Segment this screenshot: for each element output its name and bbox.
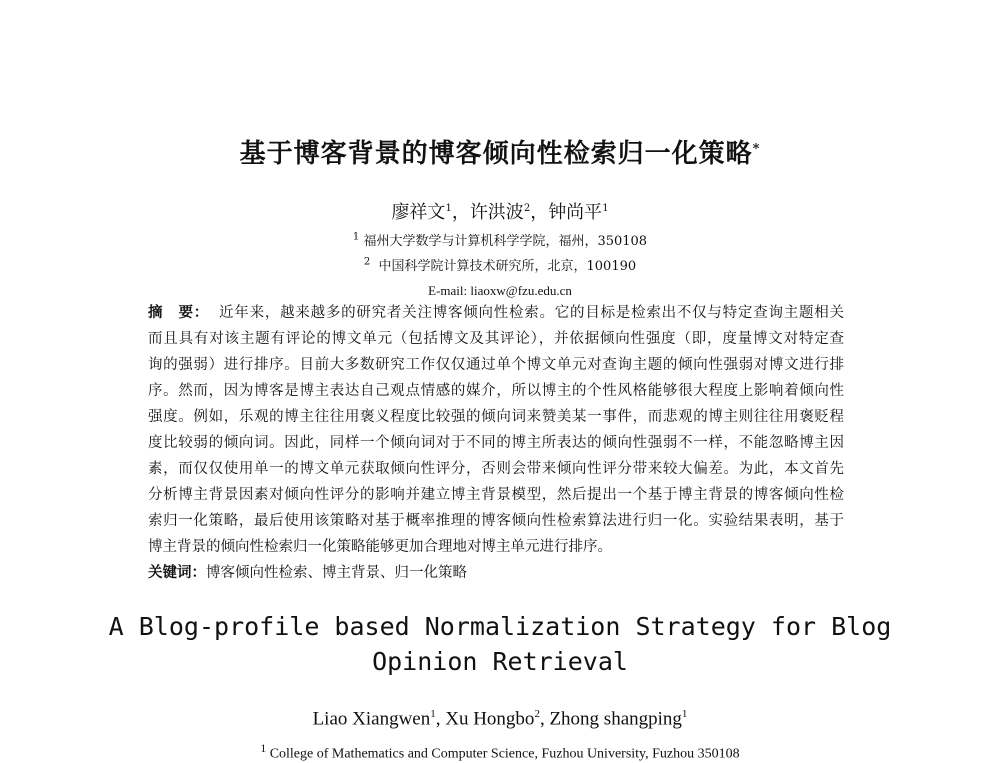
keywords-label: 关键词： (148, 564, 206, 581)
affiliation-number: 1 (352, 231, 360, 243)
author-name: 许洪波 (469, 202, 524, 223)
abstract-label: 摘 要： (148, 304, 210, 321)
abstract-line: 博主背景的倾向性检索归一化策略能够更加合理地对博主单元进行排序。 (148, 539, 612, 555)
author-name: Zhong shangping (549, 708, 682, 730)
abstract-line: 索归一化策略，最后使用该策略对基于概率推理的博客倾向性检索算法进行归一化。实验结果表明，基于 (148, 513, 844, 529)
author-affiliation-mark: 1 (681, 708, 688, 720)
abstract-line: 分析博主背景因素对倾向性评分的影响并建立博主背景模型，然后提出一个基于博主背景的博客倾向性检 (148, 487, 844, 503)
english-author-list (0, 708, 1000, 730)
author-affiliation-mark: 2 (534, 708, 540, 720)
abstract-line: 度比较弱的倾向词。因此，同样一个倾向词对于不同的博主所表达的倾向性强弱不一样，不能忽略博主因 (148, 435, 844, 451)
title-text: 基于博客背景的博客倾向性检索归一化策略 (239, 139, 753, 169)
email: E-mail: liaoxw@fzu.edu.cn (428, 283, 572, 298)
abstract-line: 素，而仅仅使用单一的博文单元获取倾向性评分，否则会带来倾向性评分带来较大偏差。为此，本文首先 (148, 461, 844, 477)
abstract-line: 而且具有对该主题有评论的博文单元（包括博文及其评论），并依据倾向性强度（即，度量博文对特定查 (148, 331, 844, 347)
abstract-line: 询的强弱）进行排序。目前大多数研究工作仅仅通过单个博文单元对查询主题的倾向性强弱对博文进行排 (148, 357, 844, 373)
author-name: 钟尚平 (548, 202, 603, 223)
abstract-line: 强度。例如，乐观的博主往往用褒义程度比较强的倾向词来赞美某一事件，而悲观的博主则往往用褒贬程 (148, 409, 844, 425)
author-name: Xu Hongbo (445, 708, 535, 730)
author-list (0, 198, 1000, 224)
affiliation-text: 中国科学院计算技术研究所，北京，100190 (378, 259, 637, 274)
abstract-text: 近年来，越来越多的研究者关注博客倾向性检索。它的目标是检索出不仅与特定查询主题相关 (219, 305, 844, 321)
english-title-line: Opinion Retrieval (372, 647, 628, 676)
affiliation-number: 2 (363, 256, 371, 268)
separator: , (435, 708, 446, 730)
abstract (148, 302, 844, 562)
affiliation (0, 255, 1000, 274)
paper-title (0, 133, 1000, 170)
separator: ， (451, 202, 470, 223)
author-name: Liao Xiangwen (312, 708, 431, 730)
separator: ， (530, 202, 549, 223)
affiliation-number: 1 (260, 742, 267, 755)
affiliation-text: 福州大学数学与计算机科学学院，福州，350108 (363, 234, 648, 249)
separator: , (539, 708, 550, 730)
abstract-line: 序。然而，因为博客是博主表达自己观点情感的媒介，所以博主的个性风格能够很大程度上影响着倾向性 (148, 383, 844, 399)
author-affiliation-mark: 1 (445, 203, 452, 214)
affiliation (0, 230, 1000, 249)
affiliation-text: College of Mathematics and Computer Science, Fuzhou University, Fuzhou 350108 (269, 746, 740, 762)
keywords-text: 博客倾向性检索、博主背景、归一化策略 (206, 565, 467, 581)
author-affiliation-mark: 2 (523, 203, 531, 214)
title-footnote-mark: * (752, 141, 761, 157)
english-title-line: A Blog-profile based Normalization Strategy for Blog (108, 612, 892, 641)
author-name: 廖祥文 (391, 202, 446, 223)
author-affiliation-mark: 1 (430, 708, 436, 720)
keywords (148, 562, 467, 584)
author-affiliation-mark: 1 (602, 203, 609, 214)
abstract-line (148, 302, 844, 328)
